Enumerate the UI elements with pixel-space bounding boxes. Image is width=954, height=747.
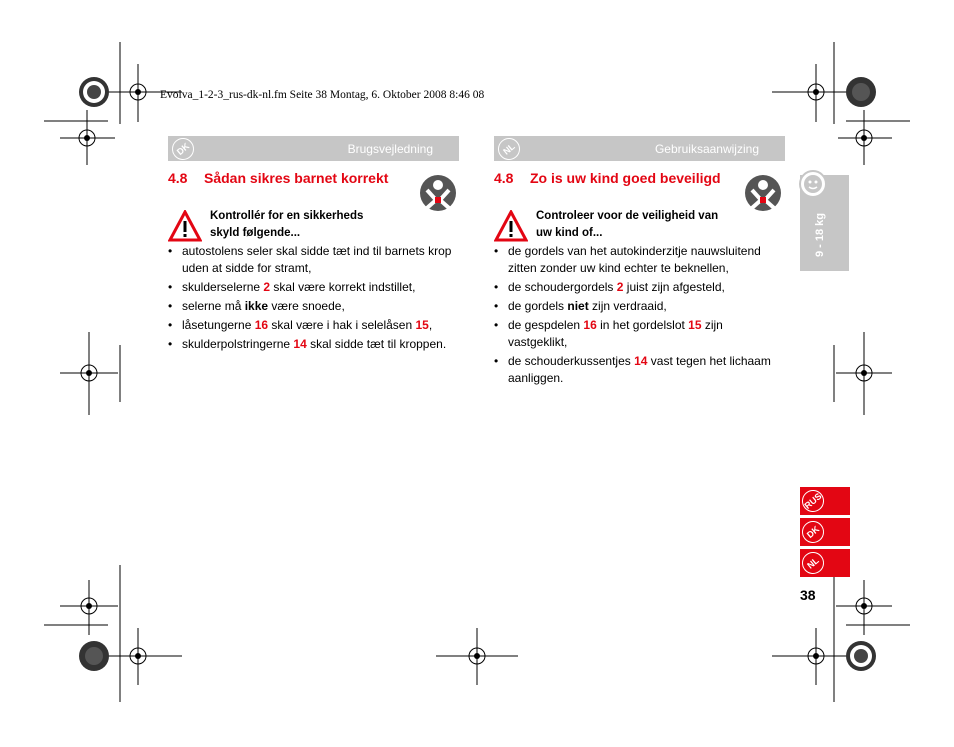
registration-target-top-right <box>846 77 876 107</box>
list-item: • de schouderkussentjes 14 vast tegen het lichaam aanliggen. <box>494 353 784 387</box>
right-section-title: 4.8 Zo is uw kind goed beveiligd <box>494 170 721 186</box>
registration-target-top-left <box>79 77 109 107</box>
right-warning-text: Controleer voor de veiligheid van uw kind of... <box>536 210 719 239</box>
list-item: • de gordels niet zijn verdraaid, <box>494 298 784 315</box>
list-item: • de gespdelen 16 in het gordelslot 15 zijn vastgeklikt, <box>494 317 784 351</box>
page-number: 38 <box>800 587 816 603</box>
weight-group-label: 9 - 18 kg <box>814 212 826 258</box>
lang-tab-rus: RUS <box>800 487 850 515</box>
list-item: • de gordels van het autokinderzitje nauwsluitend zitten zonder uw kind echter te beknellen, <box>494 243 784 277</box>
left-checklist <box>168 243 453 355</box>
child-seat-belt-icon <box>744 174 782 212</box>
right-checklist <box>494 243 784 389</box>
list-item: • autostolens seler skal sidde tæt ind til barnets krop uden at sidde for stramt, <box>168 243 453 277</box>
warning-icon <box>168 210 202 242</box>
registration-target-bottom-right <box>846 641 876 671</box>
lang-tab-dk: DK <box>800 518 850 546</box>
left-header-bar <box>168 136 459 161</box>
list-item: • de schoudergordels 2 juist zijn afgesteld, <box>494 279 784 296</box>
lang-tab-nl: NL <box>800 549 850 577</box>
list-item: • låsetungerne 16 skal være i hak i selelåsen 15, <box>168 317 453 334</box>
right-header-bar <box>494 136 785 161</box>
child-seat-belt-icon <box>419 174 457 212</box>
lang-badge-nl: NL <box>494 134 525 165</box>
list-item: • selerne må ikke være snoede, <box>168 298 453 315</box>
list-item: • skulderpolstringerne 14 skal sidde tæt til kroppen. <box>168 336 453 353</box>
lang-badge-dk: DK <box>168 134 199 165</box>
registration-target-bottom-left <box>79 641 109 671</box>
left-header-text: Brugsvejledning <box>347 142 433 156</box>
child-face-icon <box>798 169 828 199</box>
warning-icon <box>494 210 528 242</box>
weight-group-tab <box>800 175 849 271</box>
right-header-text: Gebruiksaanwijzing <box>654 142 759 156</box>
print-info: Evolva_1-2-3_rus-dk-nl.fm Seite 38 Montag, 6. Oktober 2008 8:46 08 <box>160 89 485 101</box>
left-section-title: 4.8 Sådan sikres barnet korrekt <box>168 170 389 186</box>
list-item: • skulderselerne 2 skal være korrekt indstillet, <box>168 279 453 296</box>
left-warning-text: Kontrollér for en sikkerheds skyld følgende... <box>210 210 364 239</box>
